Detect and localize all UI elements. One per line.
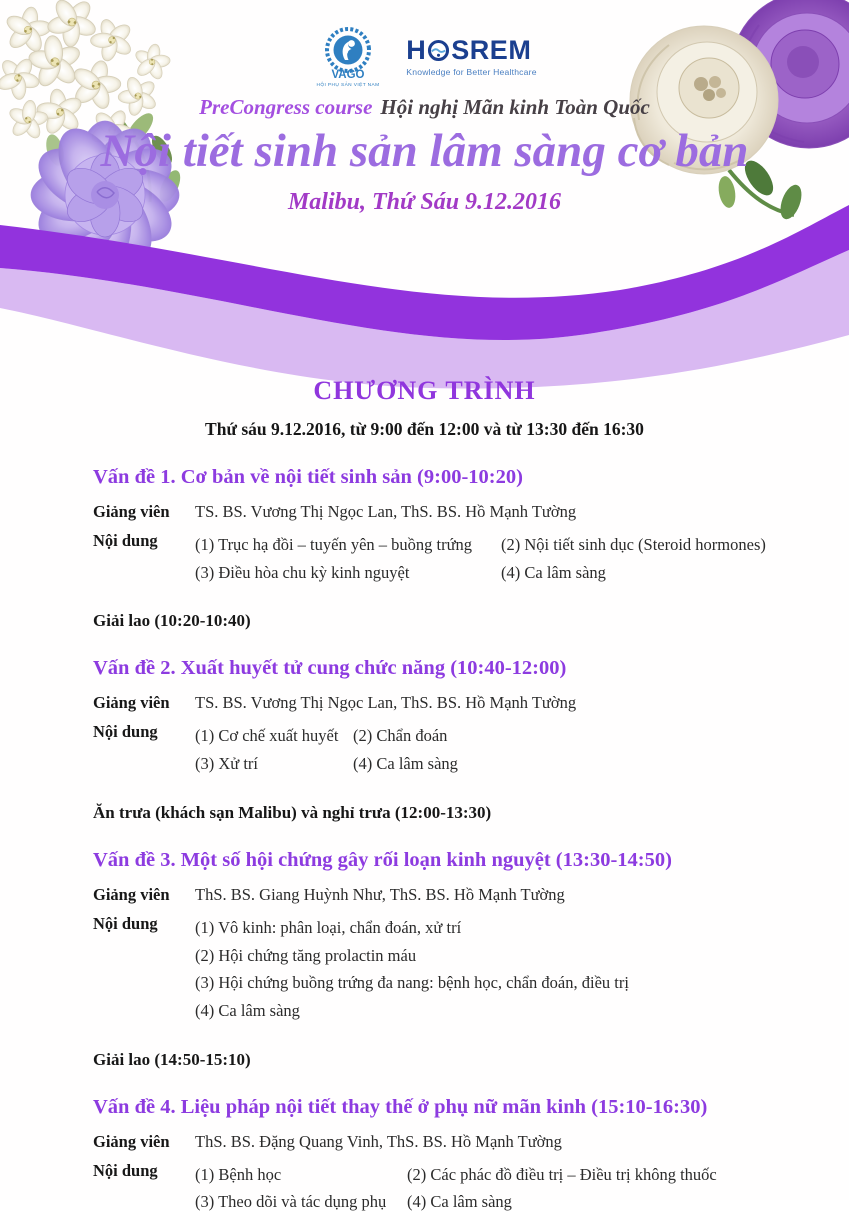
speaker-value: TS. BS. Vương Thị Ngọc Lan, ThS. BS. Hồ Mạnh Tường: [195, 502, 577, 521]
speaker-value: ThS. BS. Giang Huỳnh Như, ThS. BS. Hồ Mạnh Tường: [195, 884, 565, 904]
content-items: [195, 1161, 767, 1216]
hosrem-logo: [406, 37, 536, 77]
session-block: [93, 466, 767, 586]
content-value: [195, 914, 767, 1025]
event-subtitle-rest: Hội nghị Mãn kinh Toàn Quốc: [380, 95, 650, 119]
content-row: [93, 531, 767, 586]
speaker-label: Giảng viên: [93, 884, 170, 904]
session-title: Vấn đề 2. Xuất huyết tử cung chức năng (10:40-12:00): [93, 657, 567, 680]
program-title: CHƯƠNG TRÌNH: [313, 376, 536, 405]
hosrem-name-suffix: SREM: [451, 35, 532, 65]
session-title: Vấn đề 1. Cơ bản về nội tiết sinh sản (9:00-10:20): [93, 466, 523, 488]
speaker-value: TS. BS. Vương Thị Ngọc Lan, ThS. BS. Hồ Mạnh Tường: [195, 693, 577, 713]
session-block: [93, 849, 767, 1025]
content-value: [195, 531, 767, 586]
vago-logo-name: VAGO: [331, 69, 365, 81]
schedule-line: Thứ sáu 9.12.2016, từ 9:00 đến 12:00 và từ 13:30 đến 16:30: [205, 419, 644, 439]
speaker-row: [93, 502, 767, 522]
hosrem-name-prefix: H: [406, 35, 427, 65]
content-item: (3) Xử trí: [195, 754, 259, 774]
content-row: [93, 1161, 767, 1216]
speaker-row: [93, 885, 767, 905]
content-item: (3) Điều hòa chu kỳ kinh nguyệt: [195, 562, 410, 582]
content-row: [93, 914, 767, 1025]
content-value: [195, 1161, 767, 1216]
content-items: [195, 722, 767, 777]
event-subtitle-accent: PreCongress course: [199, 95, 373, 119]
content-item: (4) Ca lâm sàng: [501, 562, 606, 582]
content-item: (3) Theo dõi và tác dụng phụ: [195, 1192, 387, 1212]
vago-logo-icon: [312, 24, 384, 90]
speaker-row: [93, 693, 767, 713]
content-items: [195, 531, 767, 586]
speaker-label: Giảng viên: [93, 693, 170, 713]
venue-date: Malibu, Thứ Sáu 9.12.2016: [287, 189, 562, 215]
content-item: (4) Ca lâm sàng: [407, 1192, 512, 1212]
logo-row: [0, 24, 849, 90]
content-row: [93, 722, 767, 777]
content-item: (3) Hội chứng buồng trứng đa nang: bệnh học, chẩn đoán, điều trị: [195, 973, 629, 993]
content-item: (2) Các phác đồ điều trị – Điều trị không thuốc: [407, 1164, 717, 1184]
break-item: Giải lao (14:50-15:10): [93, 1049, 251, 1069]
hosrem-tagline: Knowledge for Better Healthcare: [406, 67, 537, 77]
event-subtitle: [0, 95, 849, 120]
speaker-row: [93, 1132, 767, 1152]
content-label: Nội dung: [93, 531, 158, 550]
content-item: (2) Nội tiết sinh dục (Steroid hormones): [501, 535, 766, 554]
program-section: [0, 376, 849, 1225]
session-block: [93, 657, 767, 777]
speaker-label: Giảng viên: [93, 1131, 170, 1151]
content-item: (2) Hội chứng tăng prolactin máu: [195, 945, 417, 965]
content-value: [195, 722, 767, 777]
speaker-label: Giảng viên: [93, 502, 170, 521]
content-item: (1) Cơ chế xuất huyết: [195, 726, 339, 746]
content-label: Nội dung: [93, 913, 158, 933]
program-blocks: [93, 466, 767, 1216]
break-item: Giải lao (10:20-10:40): [93, 611, 251, 631]
content-item: (2) Chẩn đoán: [353, 726, 448, 746]
content-items: [195, 914, 767, 1025]
vago-logo-subtitle: HỘI PHỤ SẢN VIỆT NAM: [316, 83, 380, 88]
speaker-value: ThS. BS. Đặng Quang Vinh, ThS. BS. Hồ Mạnh Tường: [195, 1131, 562, 1151]
content-label: Nội dung: [93, 1160, 158, 1180]
content-item: (1) Bệnh học: [195, 1164, 282, 1184]
course-title: Nội tiết sinh sản lâm sàng cơ bản: [100, 125, 749, 177]
session-title: Vấn đề 4. Liệu pháp nội tiết thay thế ở phụ nữ mãn kinh (15:10-16:30): [93, 1095, 708, 1118]
content-item: (1) Vô kinh: phân loại, chẩn đoán, xử trí: [195, 917, 462, 937]
content-item: (4) Ca lâm sàng: [353, 754, 458, 774]
session-title: Vấn đề 3. Một số hội chứng gây rối loạn kinh nguyệt (13:30-14:50): [93, 848, 672, 871]
content-label: Nội dung: [93, 722, 158, 742]
session-block: [93, 1096, 767, 1216]
break-item: Ăn trưa (khách sạn Malibu) và nghỉ trưa (12:00-13:30): [93, 802, 492, 822]
hosrem-globe-icon: [427, 39, 450, 62]
content-item: (4) Ca lâm sàng: [195, 1001, 300, 1021]
content-item: (1) Trục hạ đồi – tuyến yên – buồng trứng: [195, 535, 473, 554]
